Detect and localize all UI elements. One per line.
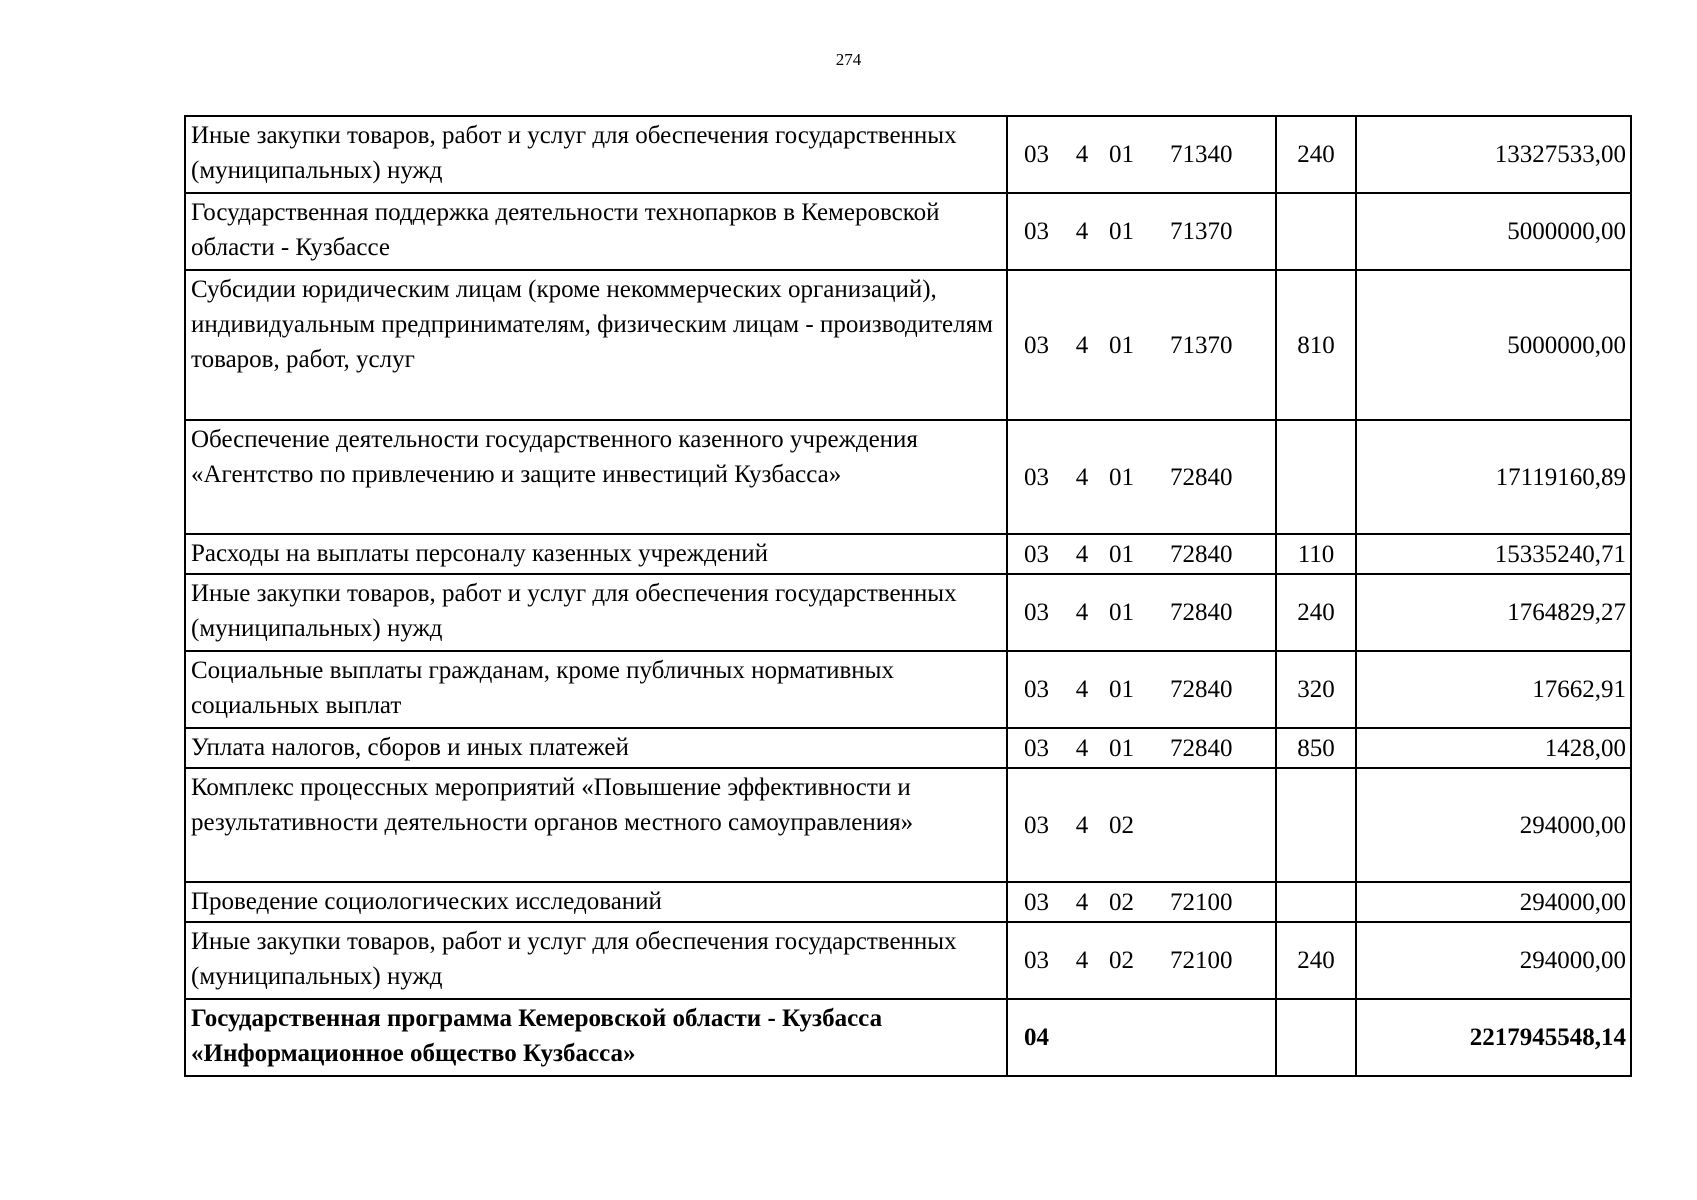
expense-type-code	[1276, 420, 1356, 534]
subprogram-code: 4	[1075, 540, 1089, 568]
expense-type-code: 810	[1276, 270, 1356, 420]
row-code	[1007, 651, 1276, 728]
row-code	[1007, 882, 1276, 922]
row-amount: 294000,00	[1356, 922, 1631, 999]
row-name: Субсидии юридическим лицам (кроме некоммерческих организаций), индивидуальным предпринимателям, физическим лицам - производителям товаров, работ, услуг	[185, 270, 1007, 420]
table-row	[185, 882, 1631, 922]
table-row	[185, 534, 1631, 574]
table-row	[185, 193, 1631, 270]
program-code: 03	[1024, 331, 1049, 359]
table-row	[185, 922, 1631, 999]
event-code: 01	[1109, 331, 1134, 359]
expense-type-code: 240	[1276, 574, 1356, 651]
row-amount: 1764829,27	[1356, 574, 1631, 651]
direction-code: 71340	[1170, 141, 1233, 168]
row-name: Уплата налогов, сборов и иных платежей	[185, 728, 1007, 768]
table-row-total	[185, 999, 1631, 1076]
row-name: Иные закупки товаров, работ и услуг для обеспечения государственных (муниципальных) нужд	[185, 922, 1007, 999]
table-row	[185, 270, 1631, 420]
subprogram-code: 4	[1075, 734, 1089, 762]
row-amount: 294000,00	[1356, 882, 1631, 922]
event-code: 02	[1109, 947, 1134, 974]
program-code: 03	[1024, 676, 1049, 703]
event-code: 01	[1109, 676, 1134, 703]
row-amount: 1428,00	[1356, 728, 1631, 768]
row-amount: 17119160,89	[1356, 420, 1631, 534]
event-code: 01	[1109, 540, 1134, 568]
program-code: 03	[1024, 599, 1049, 626]
row-name: Расходы на выплаты персоналу казенных учреждений	[185, 534, 1007, 574]
expense-type-code: 850	[1276, 728, 1356, 768]
total-name: Государственная программа Кемеровской области - Кузбасса «Информационное общество Кузбасса»	[185, 999, 1007, 1076]
program-code: 03	[1024, 218, 1049, 245]
event-code: 02	[1109, 888, 1134, 916]
program-code: 03	[1024, 463, 1049, 491]
subprogram-code: 4	[1075, 888, 1089, 916]
budget-table	[184, 115, 1632, 1077]
row-amount: 13327533,00	[1356, 116, 1631, 193]
row-amount: 17662,91	[1356, 651, 1631, 728]
row-code	[1007, 999, 1276, 1076]
table-row	[185, 768, 1631, 882]
program-code: 03	[1024, 540, 1049, 568]
page-number: 274	[835, 50, 862, 69]
expense-type-code	[1276, 193, 1356, 270]
event-code: 01	[1109, 734, 1134, 762]
direction-code: 72100	[1170, 888, 1233, 916]
row-name: Социальные выплаты гражданам, кроме публичных нормативных социальных выплат	[185, 651, 1007, 728]
table-row	[185, 116, 1631, 193]
row-name: Проведение социологических исследований	[185, 882, 1007, 922]
row-amount: 294000,00	[1356, 768, 1631, 882]
program-code: 03	[1024, 947, 1049, 974]
direction-code: 72840	[1170, 540, 1233, 568]
row-name: Иные закупки товаров, работ и услуг для обеспечения государственных (муниципальных) нужд	[185, 116, 1007, 193]
subprogram-code: 4	[1075, 463, 1089, 491]
event-code: 01	[1109, 218, 1134, 245]
table-row	[185, 651, 1631, 728]
row-code	[1007, 270, 1276, 420]
event-code: 01	[1109, 463, 1134, 491]
expense-type-code: 240	[1276, 116, 1356, 193]
expense-type-code	[1276, 882, 1356, 922]
subprogram-code: 4	[1075, 811, 1089, 839]
row-code	[1007, 922, 1276, 999]
row-amount: 15335240,71	[1356, 534, 1631, 574]
row-amount: 5000000,00	[1356, 270, 1631, 420]
direction-code: 72840	[1170, 734, 1233, 762]
direction-code: 72840	[1170, 676, 1233, 703]
expense-type-code	[1276, 768, 1356, 882]
direction-code: 71370	[1170, 218, 1233, 245]
direction-code: 72840	[1170, 463, 1233, 491]
subprogram-code: 4	[1075, 331, 1089, 359]
expense-type-code: 110	[1276, 534, 1356, 574]
expense-type-code: 320	[1276, 651, 1356, 728]
event-code: 01	[1109, 599, 1134, 626]
program-code: 03	[1024, 734, 1049, 762]
direction-code: 72840	[1170, 599, 1233, 626]
event-code: 02	[1109, 811, 1134, 839]
row-amount: 5000000,00	[1356, 193, 1631, 270]
row-code	[1007, 728, 1276, 768]
total-amount: 2217945548,14	[1356, 999, 1631, 1076]
row-name: Государственная поддержка деятельности технопарков в Кемеровской области - Кузбассе	[185, 193, 1007, 270]
row-code	[1007, 534, 1276, 574]
program-code: 04	[1024, 1024, 1049, 1051]
program-code: 03	[1024, 811, 1049, 839]
direction-code: 71370	[1170, 331, 1233, 359]
subprogram-code: 4	[1075, 218, 1089, 245]
subprogram-code: 4	[1075, 947, 1089, 974]
row-name: Иные закупки товаров, работ и услуг для обеспечения государственных (муниципальных) нужд	[185, 574, 1007, 651]
subprogram-code: 4	[1075, 599, 1089, 626]
subprogram-code: 4	[1075, 676, 1089, 703]
program-code: 03	[1024, 141, 1049, 168]
row-code	[1007, 193, 1276, 270]
expense-type-code	[1276, 999, 1356, 1076]
row-code	[1007, 768, 1276, 882]
row-name: Комплекс процессных мероприятий «Повышение эффективности и результативности деятельности органов местного самоуправления»	[185, 768, 1007, 882]
row-code	[1007, 420, 1276, 534]
row-name: Обеспечение деятельности государственного казенного учреждения «Агентство по привлечению и защите инвестиций Кузбасса»	[185, 420, 1007, 534]
table-row	[185, 728, 1631, 768]
table-row	[185, 574, 1631, 651]
table-row	[185, 420, 1631, 534]
expense-type-code: 240	[1276, 922, 1356, 999]
program-code: 03	[1024, 888, 1049, 916]
subprogram-code: 4	[1075, 141, 1089, 168]
budget-table-body	[185, 116, 1631, 1076]
direction-code: 72100	[1170, 947, 1233, 974]
event-code: 01	[1109, 141, 1134, 168]
row-code	[1007, 116, 1276, 193]
row-code	[1007, 574, 1276, 651]
